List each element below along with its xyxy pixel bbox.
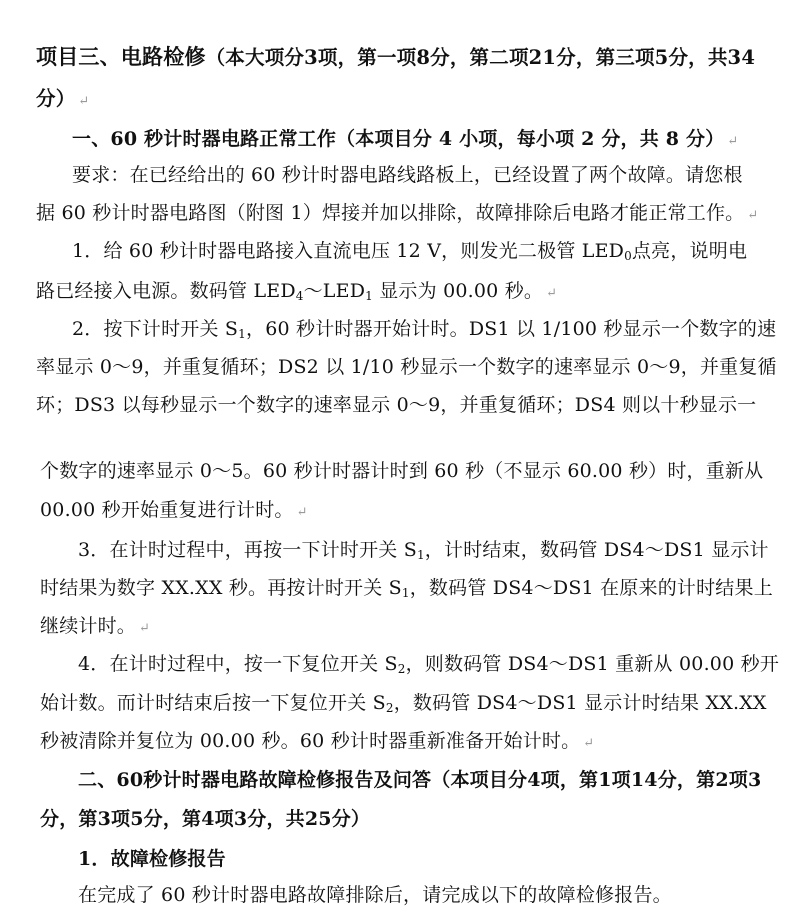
requirement-line2: 据 60 秒计时器电路图（附图 1）焊接并加以排除，故障排除后电路才能正常工作。 ↵ xyxy=(36,202,759,224)
section2-heading-line2: 分，第3项5分，第4项3分，共25分） xyxy=(40,808,371,830)
project-title: 项目三、电路检修 xyxy=(36,44,206,69)
project-title-line1 xyxy=(36,44,755,71)
item4-line3: 秒被清除并复位为 00.00 秒。60 秒计时器重新准备开始计时。 ↵ xyxy=(40,730,595,752)
item2-line2: 率显示 0～9，并重复循环；DS2 以 1/10 秒显示一个数字的速率显示 0～9，并重复循 xyxy=(36,356,777,378)
paragraph-mark-icon: ↵ xyxy=(139,621,151,636)
paragraph-mark-icon: ↵ xyxy=(727,134,739,149)
section2-heading-line1: 二、60秒计时器电路故障检修报告及问答（本项目分4项，第1项14分，第2项3 xyxy=(78,769,762,791)
project-score-note: （本大项分3项，第一项8分，第二项21分，第三项5分，共34 xyxy=(205,46,756,69)
requirement-line1: 要求：在已经给出的 60 秒计时器电路线路板上，已经设置了两个故障。请您根 xyxy=(72,164,743,186)
paragraph-mark-icon: ↵ xyxy=(78,94,90,109)
item3-line1: 3．在计时过程中，再按一下计时开关 $S_1$，计时结束，数码管 DS4～DS1 显示计 xyxy=(78,539,769,562)
item4-line2: 始计数。而计时结束后按一下复位开关 $S_2$，数码管 DS4～DS1 显示计时结果 XX.XX xyxy=(40,692,767,715)
section1-heading: 一、60 秒计时器电路正常工作（本项目分 4 小项，每小项 2 分，共 8 分） ↵ xyxy=(72,128,739,150)
item3-line3: 继续计时。 ↵ xyxy=(40,615,151,637)
item2-line1: 2．按下计时开关 $S_1$，60 秒计时器开始计时。DS1 以 1/100 秒显示一个数字的速 xyxy=(72,318,777,341)
item3-line2: 时结果为数字 XX.XX 秒。再按计时开关 $S_1$，数码管 DS4～DS1 在原来的计时结果上 xyxy=(40,577,773,600)
paragraph-mark-icon: ↵ xyxy=(546,286,558,301)
item4-line1: 4．在计时过程中，按一下复位开关 $S_2$，则数码管 DS4～DS1 重新从 00.00 秒开 xyxy=(78,653,780,676)
section2-text: 在完成了 60 秒计时器电路故障排除后，请完成以下的故障检修报告。 xyxy=(78,884,672,906)
item2-line5: 00.00 秒开始重复进行计时。 ↵ xyxy=(40,499,308,521)
item1-line1: 1．给 60 秒计时器电路接入直流电压 12 V，则发光二极管 $LED_0$点亮，说明电 xyxy=(72,240,748,263)
paragraph-mark-icon: ↵ xyxy=(296,505,308,520)
item2-line3: 环；DS3 以每秒显示一个数字的速率显示 0～9，并重复循环；DS4 则以十秒显示一 xyxy=(36,394,757,416)
item1-line2: 路已经接入电源。数码管 $LED_4\sim LED_1$ 显示为 00.00 秒。 ↵ xyxy=(36,280,558,303)
project-title-line2: 分） ↵ xyxy=(36,87,90,110)
item2-line4: 个数字的速率显示 0～5。60 秒计时器计时到 60 秒（不显示 60.00 秒）时，重新从 xyxy=(40,460,764,482)
paragraph-mark-icon: ↵ xyxy=(583,736,595,751)
section2-subheading: 1．故障检修报告 xyxy=(78,848,226,870)
paragraph-mark-icon: ↵ xyxy=(747,208,759,223)
